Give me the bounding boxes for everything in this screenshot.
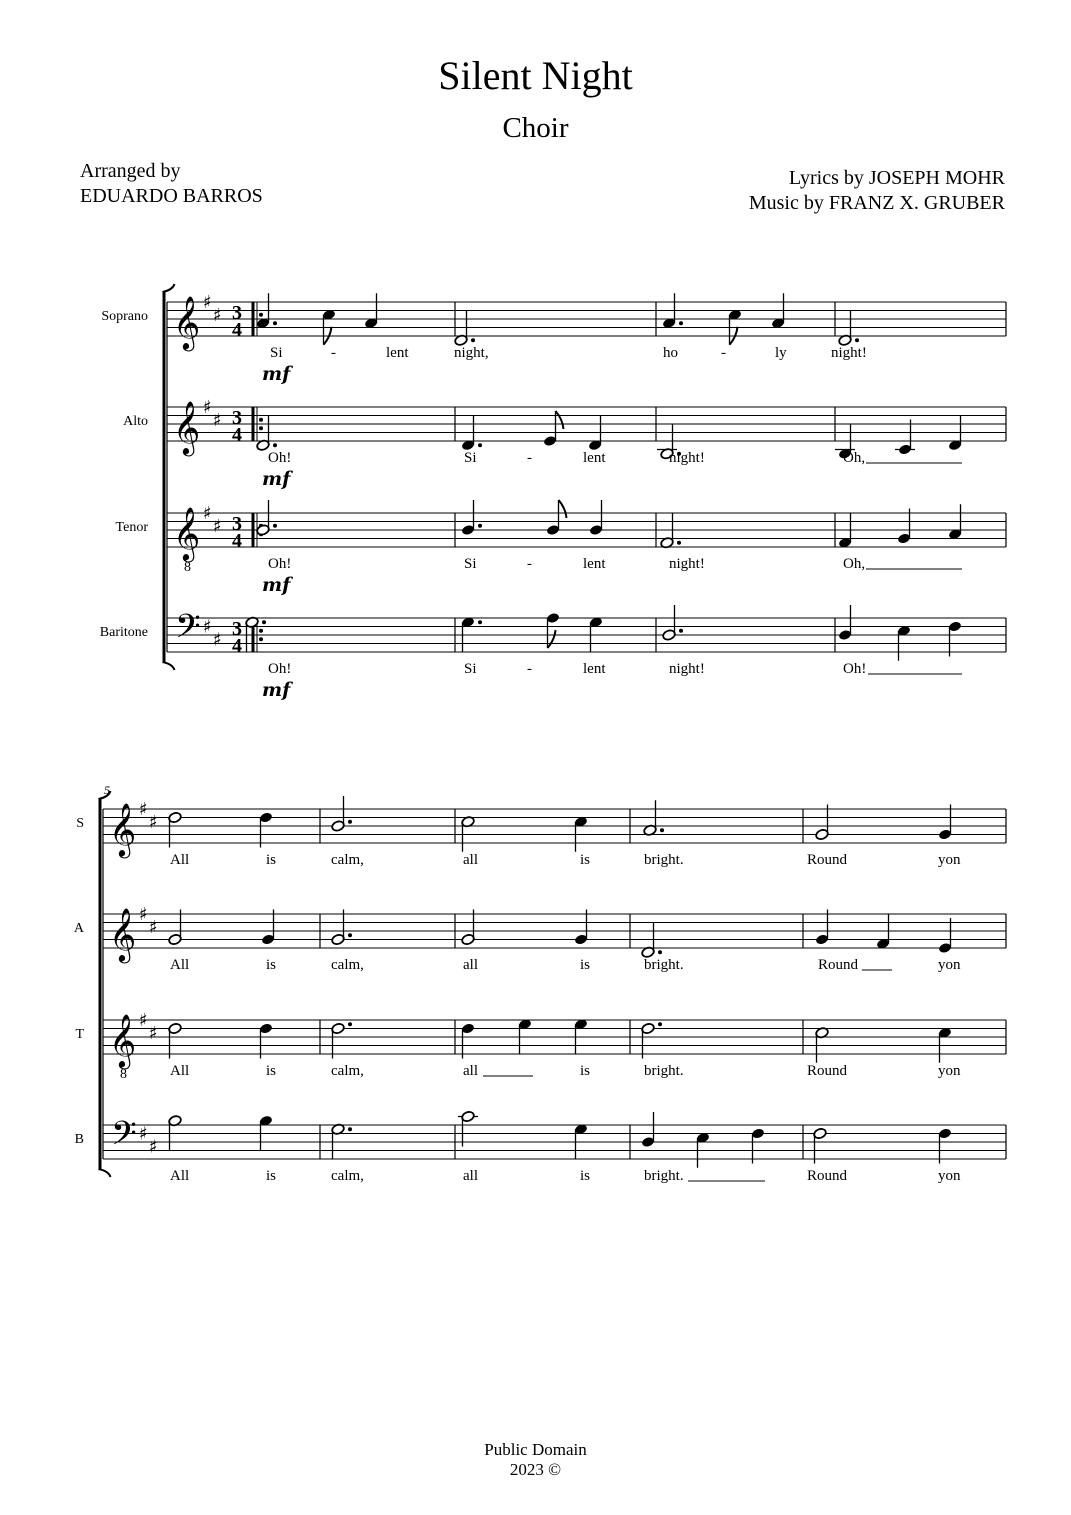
page-footer	[0, 1440, 1071, 1480]
augmentation-dot	[348, 1127, 352, 1131]
lyric-syllable: night!	[669, 661, 705, 677]
lyric-syllable: is	[266, 1063, 277, 1079]
augmentation-dot	[679, 629, 683, 633]
sharp-sign: ♯	[149, 1136, 158, 1158]
augmentation-dot	[679, 321, 683, 325]
arranger-name: EDUARDO BARROS	[80, 185, 263, 207]
lyric-syllable: is	[266, 957, 277, 973]
staff-b	[75, 1110, 1006, 1184]
sharp-sign: ♯	[149, 1022, 158, 1044]
lyric-syllable: lent	[386, 345, 409, 361]
lyric-syllable: lent	[583, 450, 606, 466]
treble-clef: 𝄞	[173, 295, 201, 349]
lyric-syllable: yon	[938, 957, 961, 973]
lyric-syllable: All	[170, 852, 190, 868]
treble-clef: 𝄞	[109, 802, 137, 856]
music-credit: Music by FRANZ X. GRUBER	[748, 192, 1005, 214]
lyric-syllable: night!	[669, 450, 705, 466]
sharp-sign: ♯	[149, 916, 158, 938]
sharp-sign: ♯	[213, 304, 222, 326]
lyric-syllable: yon	[938, 852, 961, 868]
augmentation-dot	[855, 338, 859, 342]
treble-clef: 𝄞	[109, 907, 137, 961]
augmentation-dot	[478, 443, 482, 447]
lyric-syllable: Si	[270, 345, 283, 361]
note-flag	[556, 411, 564, 429]
staff-soprano	[101, 292, 1006, 385]
note-flag	[548, 630, 556, 648]
time-signature-top: 3	[232, 618, 242, 640]
time-signature-top: 3	[232, 513, 242, 535]
lyric-syllable: bright.	[644, 1168, 684, 1184]
lyric-syllable: All	[170, 957, 190, 973]
staff-s	[76, 796, 1006, 868]
sharp-sign: ♯	[203, 292, 212, 313]
license-text: Public Domain	[484, 1440, 587, 1459]
lyric-syllable: Si	[464, 661, 477, 677]
measure-number: 5	[104, 783, 110, 797]
staff-t	[75, 1010, 1006, 1082]
lyric-syllable: all	[463, 957, 478, 973]
sharp-sign: ♯	[203, 397, 212, 418]
bass-clef: 𝄢	[111, 1115, 137, 1161]
time-signature-bottom: 4	[232, 530, 242, 552]
bracket-top-hook	[163, 284, 175, 292]
lyric-syllable: -	[721, 345, 726, 361]
dynamic-marking: mf	[262, 574, 291, 596]
time-signature-top: 3	[232, 407, 242, 429]
lyric-syllable: bright.	[644, 852, 684, 868]
lyric-syllable: all	[463, 852, 478, 868]
bracket-bottom-hook	[163, 662, 175, 670]
lyric-syllable: Round	[807, 852, 848, 868]
treble-clef: 𝄞	[109, 1013, 137, 1067]
lyric-syllable: all	[463, 1063, 478, 1079]
lyric-syllable: calm,	[331, 1168, 364, 1184]
sharp-sign: ♯	[149, 811, 158, 833]
lyric-syllable: ho	[663, 345, 678, 361]
lyric-syllable: is	[266, 852, 277, 868]
arranged-by-label: Arranged by	[80, 160, 181, 182]
repeat-dot	[259, 629, 263, 633]
augmentation-dot	[658, 950, 662, 954]
lyric-syllable: Si	[464, 556, 477, 572]
lyric-syllable: calm,	[331, 852, 364, 868]
lyric-syllable: is	[580, 852, 591, 868]
augmentation-dot	[348, 820, 352, 824]
time-signature-bottom: 4	[232, 424, 242, 446]
lyric-syllable: Oh,	[843, 556, 866, 572]
staff-alto	[123, 397, 1006, 490]
lyric-syllable: bright.	[644, 1063, 684, 1079]
octave-marker: 8	[184, 560, 191, 575]
augmentation-dot	[478, 524, 482, 528]
sharp-sign: ♯	[203, 503, 212, 524]
augmentation-dot	[471, 338, 475, 342]
bracket-bottom-hook	[99, 1169, 111, 1177]
repeat-dot	[259, 637, 263, 641]
lyric-syllable: Si	[464, 450, 477, 466]
dynamic-marking: mf	[262, 363, 291, 385]
sharp-sign: ♯	[213, 515, 222, 537]
lyric-syllable: yon	[938, 1063, 961, 1079]
lyric-syllable: Oh!	[843, 661, 867, 677]
augmentation-dot	[273, 524, 277, 528]
sharp-sign: ♯	[213, 409, 222, 431]
repeat-dot	[259, 313, 263, 317]
treble-clef: 𝄞	[173, 506, 201, 560]
lyric-syllable: calm,	[331, 957, 364, 973]
augmentation-dot	[273, 321, 277, 325]
part-label: A	[73, 921, 84, 936]
lyric-syllable: calm,	[331, 1063, 364, 1079]
lyric-syllable: is	[580, 1063, 591, 1079]
system-2	[74, 783, 1006, 1184]
staff-a	[74, 904, 1006, 973]
bass-clef: 𝄢	[175, 608, 201, 654]
time-signature-top: 3	[232, 302, 242, 324]
lyric-syllable: yon	[938, 1168, 961, 1184]
augmentation-dot	[348, 1022, 352, 1026]
score-subtitle: Choir	[502, 112, 569, 144]
augmentation-dot	[273, 443, 277, 447]
part-label: Soprano	[101, 309, 148, 324]
augmentation-dot	[677, 541, 681, 545]
dynamic-marking: mf	[262, 468, 291, 490]
lyric-syllable: lent	[583, 661, 606, 677]
part-label: B	[74, 1132, 84, 1147]
system-1	[100, 284, 1006, 701]
lyric-syllable: night,	[454, 345, 489, 361]
augmentation-dot	[262, 620, 266, 624]
part-label: Alto	[123, 414, 148, 429]
note-flag	[559, 500, 567, 518]
staff-baritone	[100, 605, 1006, 701]
lyric-syllable: night!	[669, 556, 705, 572]
lyric-syllable: Oh!	[268, 556, 292, 572]
lyric-syllable: Round	[818, 957, 859, 973]
repeat-dot	[259, 426, 263, 430]
lyric-syllable: -	[527, 556, 532, 572]
augmentation-dot	[660, 828, 664, 832]
lyric-syllable: -	[331, 345, 336, 361]
lyrics-credit: Lyrics by JOSEPH MOHR	[788, 167, 1005, 189]
score-title: Silent Night	[438, 53, 633, 98]
repeat-dot	[259, 418, 263, 422]
lyric-syllable: all	[463, 1168, 478, 1184]
part-label: T	[75, 1027, 84, 1042]
lyric-syllable: is	[580, 1168, 591, 1184]
dynamic-marking: mf	[262, 679, 291, 701]
lyric-syllable: lent	[583, 556, 606, 572]
sharp-sign: ♯	[139, 1010, 148, 1031]
lyric-syllable: is	[580, 957, 591, 973]
sharp-sign: ♯	[139, 1123, 148, 1145]
lyric-syllable: night!	[831, 345, 867, 361]
lyric-syllable: ly	[775, 345, 787, 361]
lyric-syllable: -	[527, 450, 532, 466]
lyric-syllable: is	[266, 1168, 277, 1184]
lyric-syllable: bright.	[644, 957, 684, 973]
lyric-syllable: Round	[807, 1168, 848, 1184]
sharp-sign: ♯	[213, 629, 222, 651]
lyric-syllable: -	[527, 661, 532, 677]
octave-marker: 8	[120, 1067, 127, 1082]
lyric-syllable: Oh,	[843, 450, 866, 466]
lyric-syllable: Round	[807, 1063, 848, 1079]
augmentation-dot	[478, 620, 482, 624]
augmentation-dot	[658, 1022, 662, 1026]
staff-tenor	[116, 500, 1006, 596]
part-label: S	[76, 816, 84, 831]
treble-clef: 𝄞	[173, 400, 201, 454]
lyric-syllable: All	[170, 1063, 190, 1079]
augmentation-dot	[348, 933, 352, 937]
sharp-sign: ♯	[203, 616, 212, 638]
copyright-year: 2023 ©	[509, 1460, 562, 1479]
sharp-sign: ♯	[139, 904, 148, 925]
lyric-syllable: Oh!	[268, 661, 292, 677]
part-label: Baritone	[99, 625, 148, 640]
part-label: Tenor	[115, 520, 148, 535]
time-signature-bottom: 4	[232, 319, 242, 341]
time-signature-bottom: 4	[232, 635, 242, 657]
sharp-sign: ♯	[139, 799, 148, 820]
lyric-syllable: All	[170, 1168, 190, 1184]
lyric-syllable: Oh!	[268, 450, 292, 466]
